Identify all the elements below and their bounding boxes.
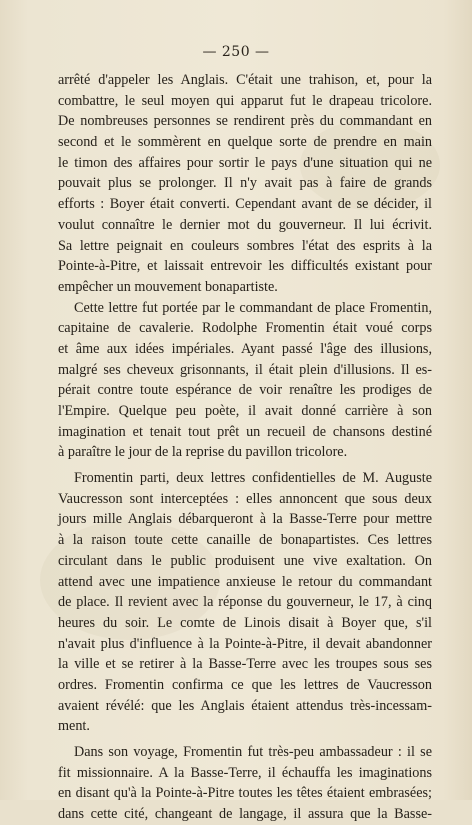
text-line: avaient révélé: que les Anglais étaient attendus très-incessam- [58, 697, 432, 714]
page-number: — 250 — [202, 44, 270, 60]
text-line: Dans son voyage, Fromentin fut très-peu ambassadeur : il se [74, 744, 432, 760]
text-line: Pointe-à-Pitre, et laissait entrevoir les difficultés existant pour [58, 258, 432, 275]
text-line: capitaine de cavalerie. Rodolphe Fromentin était voué corps [58, 320, 432, 337]
text-line: dans cette cité, changeant de langage, il assura que la Basse- [58, 806, 432, 823]
text-line: à paraître le jour de la reprise du pavillon tricolore. [58, 444, 348, 461]
text-line: fit missionnaire. A la Basse-Terre, il échauffa les imaginations [58, 764, 432, 781]
text-line: arrêté d'appeler les Anglais. C'était une trahison, et, pour la [58, 72, 432, 88]
text-line: Vaucresson sont interceptées : elles annoncent que sous deux [58, 490, 432, 507]
paragraph [58, 742, 432, 825]
text-line: pouvait plus se prolonger. Il n'y avait pas à faire de grands [58, 175, 432, 192]
text-line: l'Empire. Quelque peu poète, il avait donné carrière à son [58, 403, 432, 419]
text-line: et âme aux idées impériales. Ayant passé l'âge des illusions, [58, 340, 432, 357]
body-text [58, 70, 432, 825]
text-line: jours mille Anglais débarqueront à la Basse-Terre pour mettre [58, 511, 432, 528]
text-line: Fromentin parti, deux lettres confidentielles de M. Auguste [74, 470, 432, 487]
text-line: à la raison toute cette canaille de bonapartistes. Ces lettres [58, 532, 432, 549]
text-line: n'avait plus d'influence à la Pointe-à-Pitre, il devait abandonner [58, 635, 432, 652]
text-line: malgré ses cheveux grisonnants, il était plein d'illusions. Il es- [58, 361, 432, 378]
text-line: pérait contre toute espérance de voir renaître les prodiges de [58, 382, 432, 399]
text-line: voulut connaître le dernier mot du gouverneur. Il lui écrivit. [58, 216, 432, 233]
text-line: la ville et se retirer à la Basse-Terre avec les troupes sous ses [58, 656, 432, 673]
text-line: attend avec une impatience anxieuse le retour du commandant [58, 573, 432, 590]
text-line: de place. Il revient avec la réponse du gouverneur, le 17, à cinq [58, 594, 432, 611]
text-line: De nombreuses personnes se rendirent près du commandant en [58, 113, 432, 130]
paragraph [58, 468, 432, 737]
text-line: ment. [58, 718, 90, 735]
paragraph [58, 298, 432, 464]
text-line: heures du soir. Le comte de Linois disait à Boyer que, s'il [58, 614, 432, 631]
text-line: second et le sommèrent en quelque sorte de prendre en main [58, 134, 432, 151]
text-line: imagination et tenait tout prêt un recueil de chansons destiné [58, 423, 432, 440]
paragraph [58, 70, 432, 298]
text-line: empêcher un mouvement bonapartiste. [58, 278, 278, 295]
text-line: Cette lettre fut portée par le commandant de place Fromentin, [74, 299, 432, 316]
text-line: combattre, le seul moyen qui apparut fut le drapeau tricolore. [58, 92, 432, 109]
text-line: en disant qu'à la Pointe-à-Pitre toutes les têtes étaient embrasées; [58, 785, 432, 802]
text-line: Sa lettre peignait en couleurs sombres l'état des esprits à la [58, 237, 432, 254]
text-line: le timon des affaires pour sortir le pays d'une situation qui ne [58, 154, 432, 171]
text-line: efforts : Boyer était converti. Cependant avant de se décider, il [58, 196, 432, 213]
text-line: ordres. Fromentin confirma ce que les lettres de Vaucresson [58, 676, 432, 693]
text-line: circulant dans le public produisent une vive exaltation. On [58, 552, 432, 569]
